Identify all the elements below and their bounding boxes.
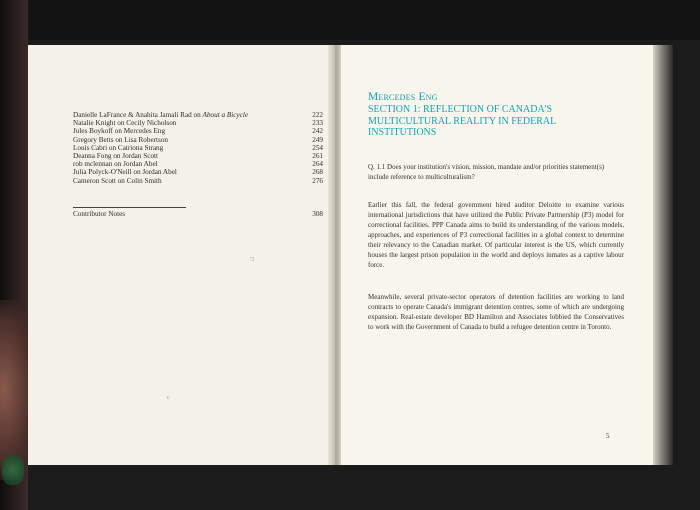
toc-footer-label: Contributor Notes — [73, 210, 126, 218]
toc-entry-page: 276 — [312, 176, 323, 185]
toc-entry-page: 242 — [312, 127, 323, 136]
toc-divider — [73, 207, 186, 208]
toc-footer-page: 308 — [312, 210, 323, 218]
body-paragraph: Meanwhile, several private-sector operators of detention facilities are working to land contracts to operate Canada's immigrant detention centres, some of which are undergoing expansion. Real-estate developer BD Hamilton and Associates lobbied the Conservatives to work with the Government of Canada to build a refugee detention centre in Toronto. — [368, 293, 624, 331]
toc-entry-page: 222 — [312, 111, 323, 119]
toc-entry-page: 254 — [312, 143, 323, 152]
left-page — [28, 45, 330, 465]
toc-entry-label: Cameron Scott on Colin Smith — [73, 176, 162, 185]
page-number: 5 — [606, 432, 610, 440]
toc-entry-page: 261 — [312, 151, 323, 160]
question-text: Q. 1.1 Does your institution's vision, mission, mandate and/or priorities statement(s) include reference to multiculturalism? — [368, 163, 605, 181]
section-title: SECTION 1: REFLECTION OF CANADA'S MULTICULTURAL REALITY IN FEDERAL INSTITUTIONS — [368, 104, 556, 138]
toc-entry-label: Deanna Fong on Jordan Scott — [73, 151, 159, 160]
toc-entry-label: Natalie Knight on Cecily Nicholson — [73, 119, 177, 128]
fingernail — [2, 455, 24, 485]
author-heading: Mercedes Eng — [368, 91, 438, 103]
toc-entry — [73, 152, 323, 160]
toc-footer-row — [73, 210, 323, 218]
stray-mark: c — [167, 395, 170, 401]
toc-entry — [73, 127, 323, 135]
toc-entry-label: rob mclennan on Jordan Abel — [73, 160, 158, 169]
body-paragraph: Earlier this fall, the federal government hired auditor Deloitte to examine various international jurisdictions that have utilized the Public Private Partnership (P3) model for correctional facilities. PPP Canada aims to build its understanding of the various models, approaches, and experiences of P3 correctional facilities in a global context to determine their relevancy to the Canadian market. Of particular interest is the US, which currently houses the largest prison population in the world and deploys inmates as a captive labour force. — [368, 201, 624, 269]
toc-entry-page: 268 — [312, 168, 323, 177]
toc-entry-label: Julia Polyck-O'Neill on Jordan Abel — [73, 168, 177, 177]
table-of-contents — [73, 111, 323, 185]
toc-entry-label: Louis Cabri on Catriona Strang — [73, 143, 164, 152]
right-page — [341, 45, 653, 465]
toc-entry — [73, 111, 323, 119]
scanner-background — [0, 0, 700, 40]
toc-entry — [73, 119, 323, 127]
toc-entry-page: 233 — [312, 119, 323, 128]
toc-entry-page: 264 — [312, 160, 323, 169]
toc-entry — [73, 168, 323, 176]
stray-mark: '3 — [250, 257, 255, 263]
page-edge-shadow — [653, 45, 673, 465]
toc-entry-page: 249 — [312, 135, 323, 144]
toc-entry-label: Danielle LaFrance & Anahita Jamali Rad on About a Bicycle — [73, 111, 249, 119]
toc-entry — [73, 177, 323, 185]
toc-entry — [73, 160, 323, 168]
toc-entry — [73, 136, 323, 144]
toc-entry-label: Gregory Betts on Lisa Robertson — [73, 135, 169, 144]
toc-entry — [73, 144, 323, 152]
book-spine — [328, 45, 342, 465]
toc-entry-title: About a Bicycle — [202, 111, 249, 119]
toc-entry-label: Jules Boykoff on Mercedes Eng — [73, 127, 166, 136]
